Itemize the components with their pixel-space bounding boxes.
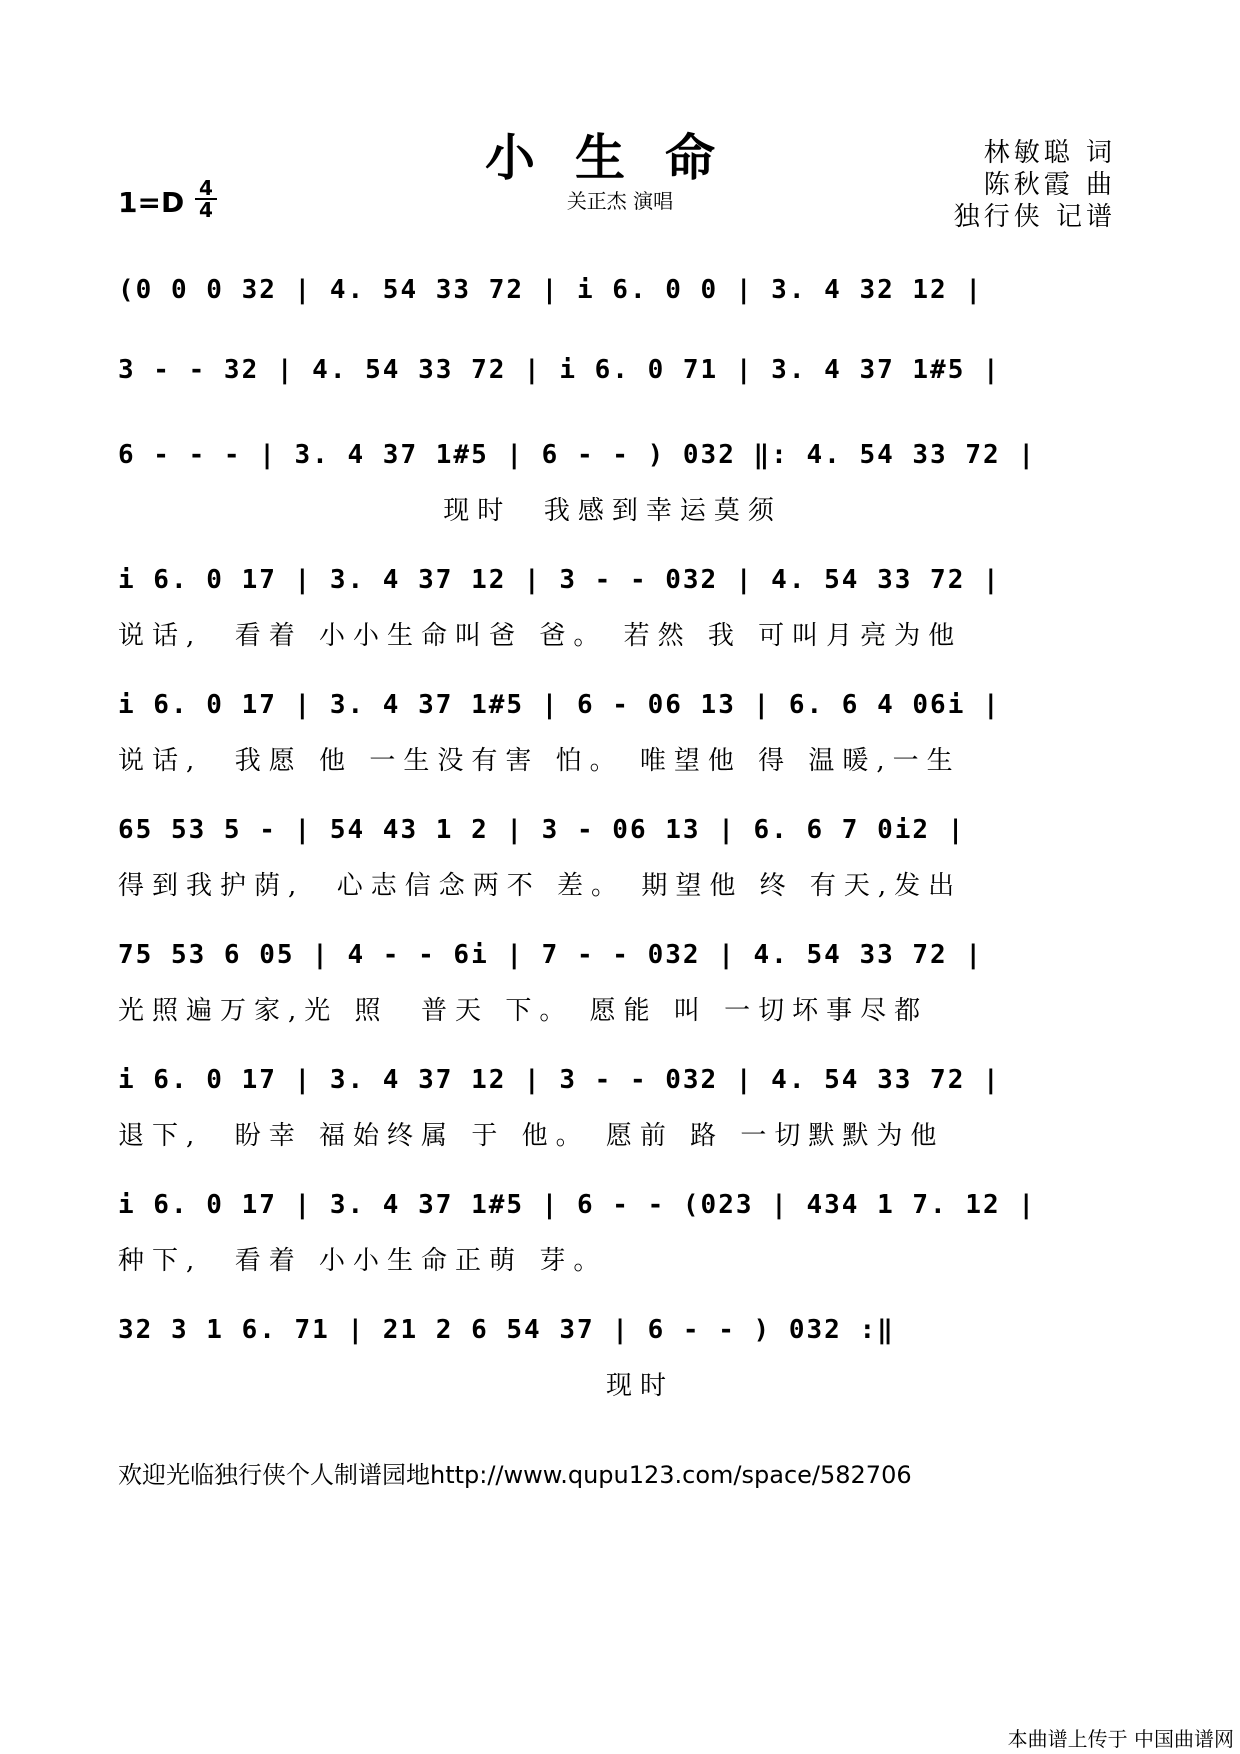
score-line-6: 65 53 5 - | 54 43 1 2 | 3 - 06 13 | 6. 6 7 0i2 | [118, 815, 966, 845]
transcriber-credit: 独行侠 记谱 [953, 202, 1116, 232]
score-line-4: i 6. 0 17 | 3. 4 37 12 | 3 - - 032 | 4. 54 33 72 | [118, 565, 1001, 595]
score-line-9: i 6. 0 17 | 3. 4 37 1#5 | 6 - - (023 | 434 1 7. 12 | [118, 1190, 1036, 1220]
lyric-line-8: 退下, 盼幸 福始终属 于 他。 愿前 路 一切默默为他 [118, 1121, 945, 1151]
lyricist-credit: 林敏聪 词 [983, 138, 1116, 168]
singer-credit: 关正杰 演唱 [566, 189, 674, 213]
score-line-2: 3 - - 32 | 4. 54 33 72 | i 6. 0 71 | 3. 4 37 1#5 | [118, 355, 1001, 385]
lyric-line-4: 说话, 看着 小小生命叫爸 爸。 若然 我 可叫月亮为他 [118, 621, 963, 651]
score-line-10: 32 3 1 6. 71 | 21 2 6 54 37 | 6 - - ) 032 :‖ [118, 1315, 895, 1345]
score-line-7: 75 53 6 05 | 4 - - 6i | 7 - - 032 | 4. 54 33 72 | [118, 940, 984, 970]
lyric-line-3: 现时 我感到幸运莫须 [118, 496, 782, 526]
composer-credit: 陈秋霞 曲 [983, 170, 1116, 200]
time-signature [195, 178, 217, 220]
score-line-1: (0 0 0 32 | 4. 54 33 72 | i 6. 0 0 | 3. 4 32 12 | [118, 275, 984, 305]
lyric-line-6: 得到我护荫, 心志信念两不 差。 期望他 终 有天,发出 [118, 871, 963, 901]
time-top: 4 [199, 176, 213, 200]
lyric-line-7: 光照遍万家,光 照 普天 下。 愿能 叫 一切坏事尽都 [118, 996, 929, 1026]
time-bottom: 4 [195, 198, 217, 220]
lyric-line-10: 现时 [118, 1371, 674, 1401]
upload-badge: 本曲谱上传于 中国曲谱网 [1002, 1721, 1240, 1754]
key-signature: 1=D [118, 186, 185, 219]
lyric-line-9: 种下, 看着 小小生命正萌 芽。 [118, 1246, 608, 1276]
score-line-8: i 6. 0 17 | 3. 4 37 12 | 3 - - 032 | 4. 54 33 72 | [118, 1065, 1001, 1095]
song-title: 小生命 [485, 128, 755, 187]
lyric-line-5: 说话, 我愿 他 一生没有害 怕。 唯望他 得 温暖,一生 [118, 746, 961, 776]
score-line-5: i 6. 0 17 | 3. 4 37 1#5 | 6 - 06 13 | 6. 6 4 06i | [118, 690, 1001, 720]
footer-text: 欢迎光临独行侠个人制谱园地http://www.qupu123.com/space/582706 [118, 1461, 912, 1489]
score-line-3: 6 - - - | 3. 4 37 1#5 | 6 - - ) 032 ‖: 4. 54 33 72 | [118, 440, 1036, 470]
